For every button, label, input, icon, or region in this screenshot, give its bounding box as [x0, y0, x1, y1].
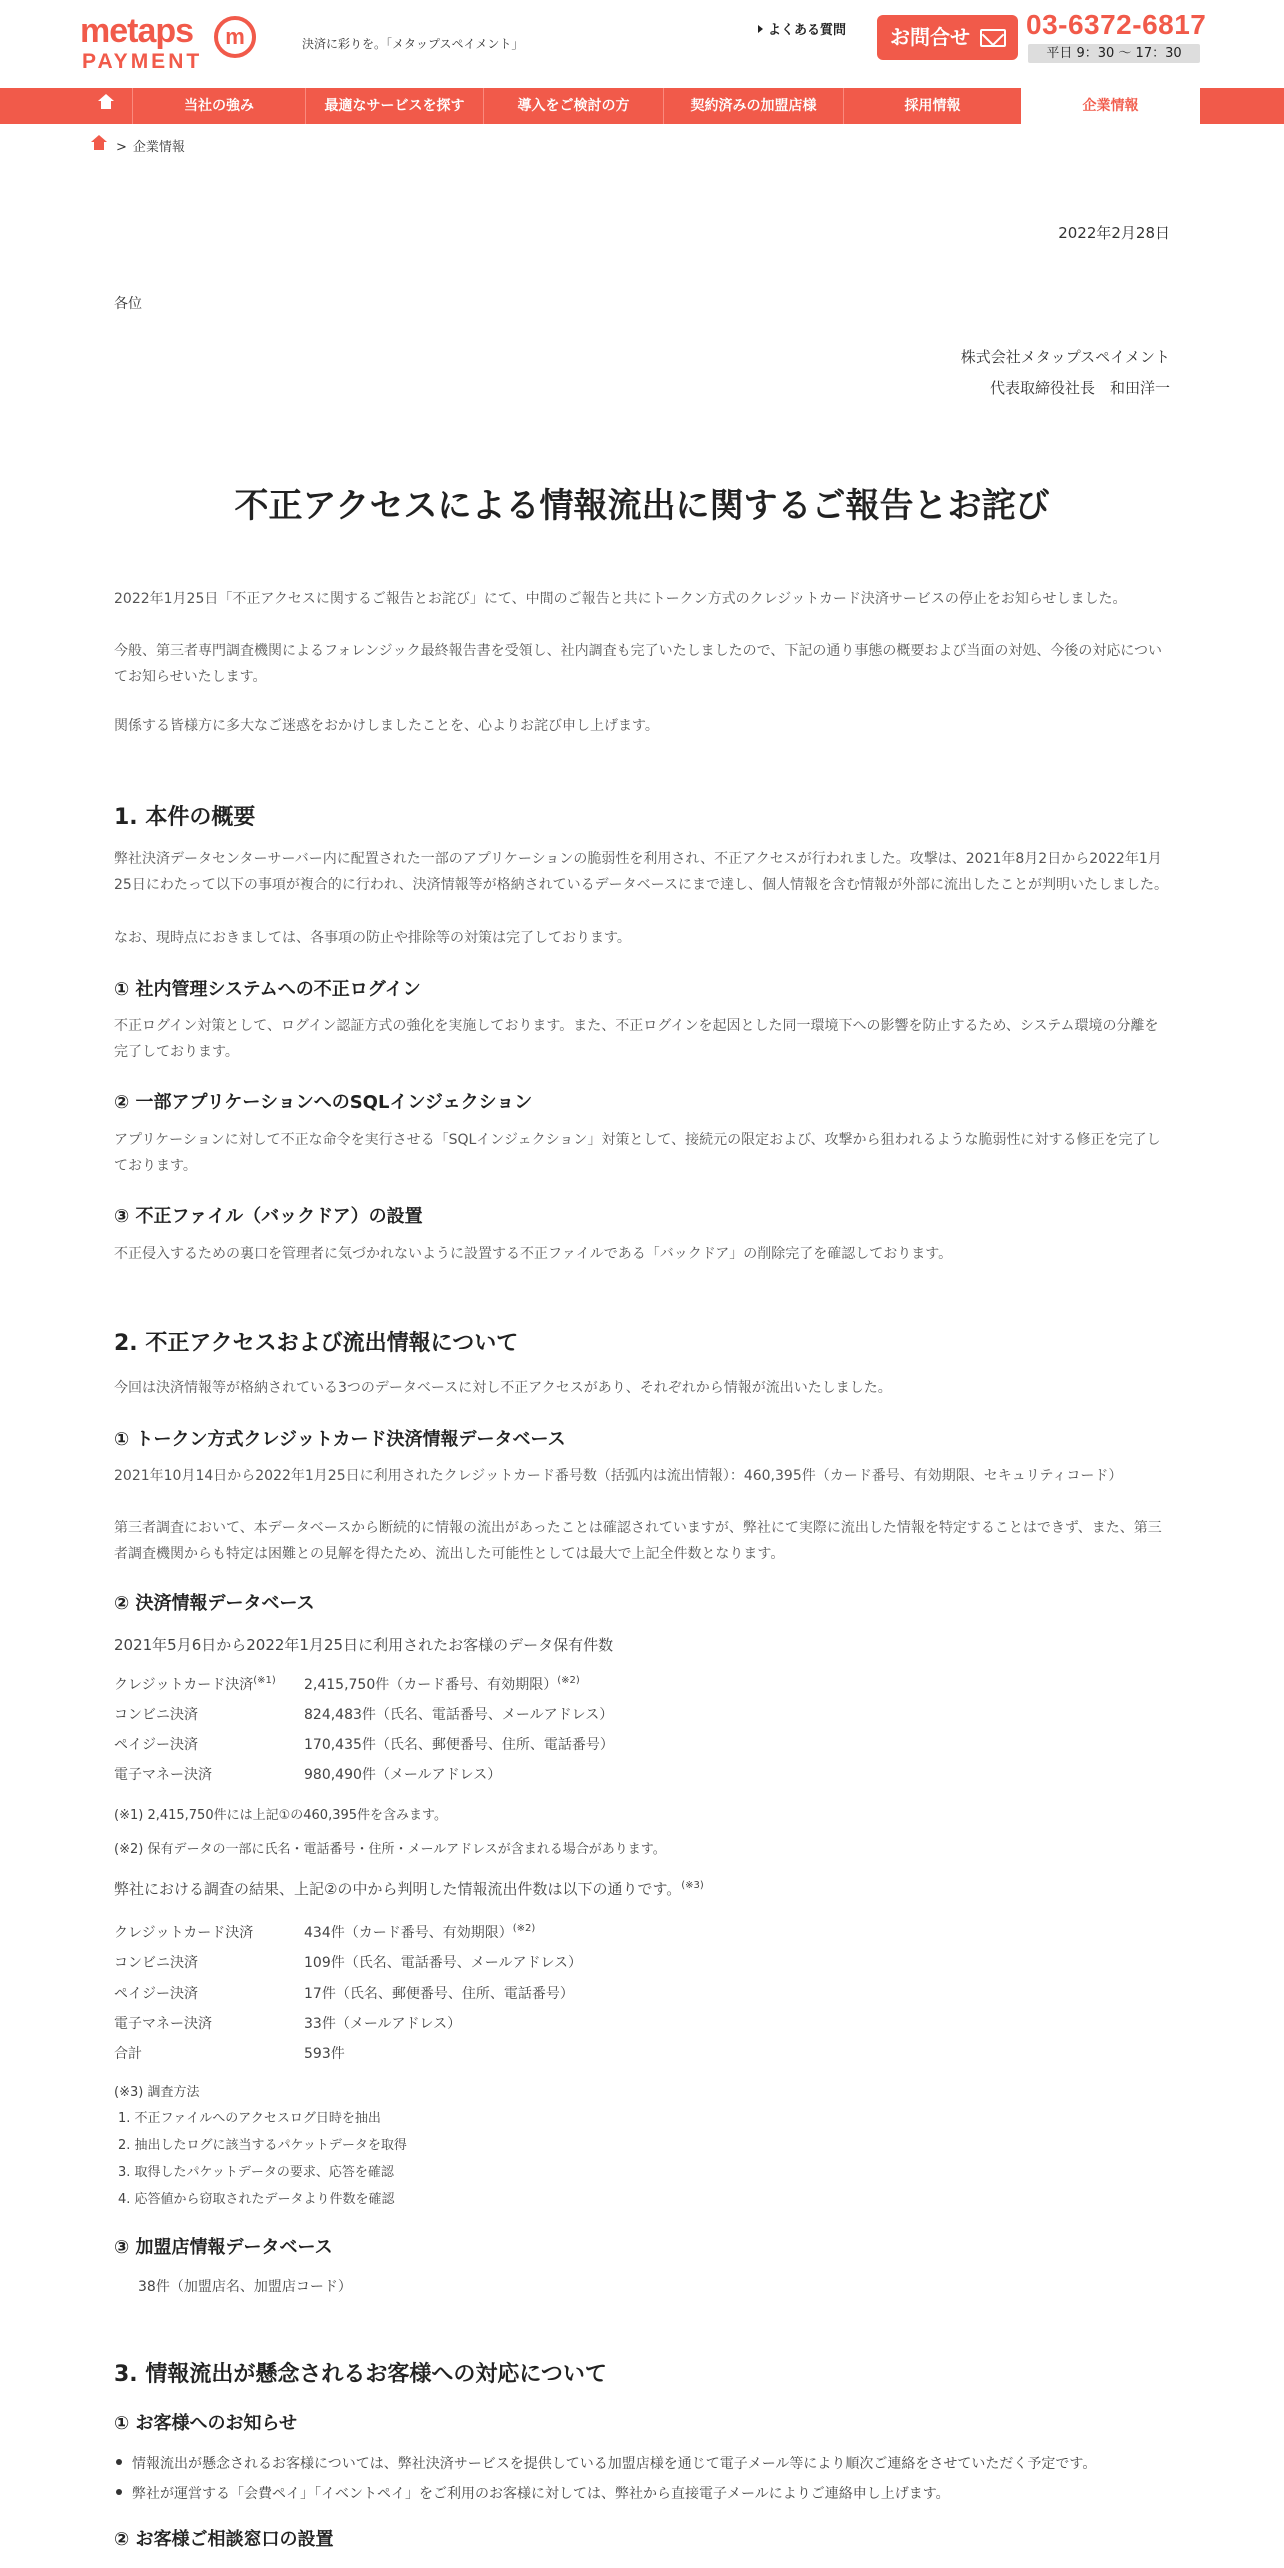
page-title: 不正アクセスによる情報流出に関するご報告とお詫び — [234, 486, 1050, 526]
table-row — [114, 1734, 614, 1754]
method-title: (※3) 調査方法 — [114, 2085, 200, 2100]
method-step: 3. 取得したパケットデータの要求、応答を確認 — [118, 2165, 394, 2180]
section-1b-paragraph: アプリケーションに対して不正な命令を実行させる「SQLインジェクション」対策として、接続元の限定および、攻撃から狙われるような脆弱性に対する修正を完了しております。 — [114, 1132, 1161, 1174]
row-value: 434件（カード番号、有効期限） — [304, 1925, 513, 1941]
section-2b-lead-2 — [114, 1878, 704, 1899]
lead-text: 弊社における調査の結果、上記②の中から判明した情報流出件数は以下の通りです。 — [114, 1880, 682, 1898]
section-1a-paragraph: 不正ログイン対策として、ログイン認証方式の強化を実施しております。また、不正ログインを起因とした同一環境下への影響を防止するため、システム環境の分離を完了しております。 — [114, 1018, 1159, 1060]
section-2c-title: ③ 加盟店情報データベース — [114, 2237, 333, 2258]
breadcrumb-separator: > — [116, 140, 127, 155]
footnote-ref: (※3) — [681, 1880, 704, 1891]
section-1-paragraph-2: なお、現時点におきましては、各事項の防止や排除等の対策は完了しております。 — [114, 930, 631, 946]
breadcrumb-home-icon[interactable] — [92, 140, 106, 152]
method-step: 1. 不正ファイルへのアクセスログ日時を抽出 — [118, 2111, 381, 2126]
nav-home[interactable] — [80, 88, 132, 124]
footnote-ref: (※2) — [512, 1923, 536, 1934]
company-name: 株式会社メタップスペイメント — [960, 348, 1170, 366]
home-icon — [99, 99, 113, 111]
method-step: 4. 応答値から窃取されたデータより件数を確認 — [118, 2192, 395, 2207]
nav-item-company[interactable]: 企業情報 — [1021, 88, 1200, 124]
row-label: 合計 — [114, 2046, 142, 2062]
row-value: 109件（氏名、電話番号、メールアドレス） — [304, 1955, 583, 1971]
ceo-name: 代表取締役社長 和田洋一 — [989, 379, 1170, 397]
row-label: ペイジー決済 — [114, 1737, 198, 1753]
business-hours: 平日 9：30 〜 17：30 — [1028, 44, 1200, 63]
section-2-paragraph-1: 今回は決済情報等が格納されている3つのデータベースに対し不正アクセスがあり、それぞれから情報が流出いたしました。 — [114, 1380, 892, 1396]
nav-item-recruit[interactable]: 採用情報 — [843, 88, 1021, 124]
tagline: 決済に彩りを。「メタップスペイメント」 — [302, 37, 524, 51]
faq-link[interactable] — [758, 19, 846, 38]
section-1c-paragraph: 不正侵入するための裏口を管理者に気づかれないように設置する不正ファイルである「バックドア」の削除完了を確認しております。 — [114, 1246, 953, 1262]
nav-item-strengths[interactable]: 当社の強み — [132, 88, 305, 124]
nav-item-find-service[interactable]: 最適なサービスを探す — [305, 88, 483, 124]
table-row — [114, 1704, 613, 1724]
table-row — [114, 1764, 501, 1784]
section-3-title: 3. 情報流出が懸念されるお客様への対応について — [114, 2362, 607, 2387]
breadcrumb-current: 企業情報 — [132, 140, 185, 155]
intro-paragraph-2: 今般、第三者専門調査機関によるフォレンジック最終報告書を受領し、社内調査も完了いたしましたので、下記の通り事態の概要および当面の対処、今後の対応についてお知らせいたします。 — [114, 643, 1163, 685]
section-1-title: 1. 本件の概要 — [114, 805, 256, 830]
section-2b-title: ② 決済情報データベース — [114, 1593, 315, 1614]
section-1b-title: ② 一部アプリケーションへのSQLインジェクション — [114, 1092, 533, 1113]
contact-label: お問合せ — [890, 25, 970, 49]
list-item: 情報流出が懸念されるお客様については、弊社決済サービスを提供している加盟店様を通じて電子メール等により順次ご連絡をさせていただく予定です。 — [132, 2453, 1096, 2473]
contact-button[interactable] — [877, 15, 1018, 60]
table-row — [114, 1674, 580, 1694]
footnote-1: (※1) 2,415,750件には上記①の460,395件を含みます。 — [114, 1808, 447, 1823]
row-value: 2,415,750件（カード番号、有効期限） — [304, 1677, 558, 1693]
method-step: 2. 抽出したログに該当するパケットデータを取得 — [118, 2138, 407, 2153]
footnote-ref: (※2) — [557, 1675, 580, 1686]
table-row-total — [114, 2043, 345, 2063]
footnote-2: (※2) 保有データの一部に氏名・電話番号・住所・メールアドレスが含まれる場合があります。 — [114, 1842, 666, 1857]
row-label: クレジットカード決済 — [114, 1925, 254, 1941]
nav-item-considering[interactable]: 導入をご検討の方 — [483, 88, 663, 124]
row-value: 824,483件（氏名、電話番号、メールアドレス） — [304, 1707, 614, 1723]
logo-text-payment: PAYMENT — [82, 50, 203, 73]
logo-circle-m: m — [214, 16, 256, 58]
table-row — [114, 2013, 461, 2033]
phone-number[interactable]: 03-6372-6817 — [1026, 9, 1207, 40]
table-row — [114, 1952, 582, 1972]
row-value: 33件（メールアドレス） — [304, 2016, 462, 2032]
site-header — [0, 0, 1284, 88]
section-3b-title: ② お客様ご相談窓口の設置 — [114, 2529, 334, 2550]
breadcrumb — [92, 136, 185, 155]
section-1-paragraph-1: 弊社決済データセンターサーバー内に配置された一部のアプリケーションの脆弱性を利用され、不正アクセスが行われました。攻撃は、2021年8月2日から2022年1月25日にわたって以下の事項が複合的に行われ、決済情報等が格納されているデータベースにまで達し、個人情報を含む情報が外部に流出したことが判明いたしました。 — [114, 851, 1168, 893]
row-value: 170,435件（氏名、郵便番号、住所、電話番号） — [304, 1737, 614, 1753]
section-3a-title: ① お客様へのお知らせ — [114, 2413, 297, 2434]
footnote-ref: (※1) — [253, 1675, 276, 1686]
row-label: コンビニ決済 — [114, 1955, 198, 1971]
intro-paragraph-1: 2022年1月25日「不正アクセスに関するご報告とお詫び」にて、中間のご報告と共にトークン方式のクレジットカード決済サービスの停止をお知らせしました。 — [114, 591, 1127, 607]
section-2-title: 2. 不正アクセスおよび流出情報について — [114, 1331, 519, 1356]
document-date: 2022年2月28日 — [1058, 224, 1170, 242]
table-row — [114, 1983, 574, 2003]
section-1c-title: ③ 不正ファイル（バックドア）の設置 — [114, 1206, 423, 1227]
section-1a-title: ① 社内管理システムへの不正ログイン — [114, 979, 421, 1000]
row-value: 593件 — [304, 2046, 345, 2062]
triangle-right-icon — [758, 25, 763, 33]
row-label: 電子マネー決済 — [114, 1767, 212, 1783]
row-label: クレジットカード決済 — [114, 1677, 254, 1693]
metaps-payment-logo[interactable] — [80, 12, 260, 73]
section-2a-title: ① トークン方式クレジットカード決済情報データベース — [114, 1429, 566, 1450]
list-item: 弊社が運営する「会費ペイ」「イベントペイ」をご利用のお客様に対しては、弊社から直接電子メールによりご連絡申し上げます。 — [132, 2483, 950, 2503]
row-value: 980,490件（メールアドレス） — [304, 1767, 502, 1783]
global-nav — [0, 88, 1284, 124]
nav-item-merchants[interactable]: 契約済みの加盟店様 — [663, 88, 843, 124]
section-2a-paragraph-2: 第三者調査において、本データベースから断続的に情報の流出があったことは確認されていますが、弊社にて実際に流出した情報を特定することはできず、また、第三者調査機関からも特定は困難との見解を得たため、流出した可能性としては最大で上記全件数となります。 — [114, 1520, 1162, 1562]
row-label: コンビニ決済 — [114, 1707, 198, 1723]
row-label: 電子マネー決済 — [114, 2016, 212, 2032]
row-label: ペイジー決済 — [114, 1986, 198, 2002]
section-2c-value: 38件（加盟店名、加盟店コード） — [138, 2279, 352, 2295]
section-2a-paragraph-1: 2021年10月14日から2022年1月25日に利用されたクレジットカード番号数（括弧内は流出情報）：460,395件（カード番号、有効期限、セキュリティコード） — [114, 1468, 1123, 1484]
table-row — [114, 1922, 535, 1942]
faq-label: よくある質問 — [768, 23, 847, 38]
section-2b-lead: 2021年5月6日から2022年1月25日に利用されたお客様のデータ保有件数 — [114, 1636, 614, 1654]
mail-icon — [980, 29, 1006, 47]
recipient: 各位 — [114, 296, 142, 312]
logo-text-metaps: metaps — [80, 12, 194, 50]
intro-paragraph-3: 関係する皆様方に多大なご迷惑をおかけしましたことを、心よりお詫び申し上げます。 — [114, 718, 659, 734]
row-value: 17件（氏名、郵便番号、住所、電話番号） — [304, 1986, 574, 2002]
